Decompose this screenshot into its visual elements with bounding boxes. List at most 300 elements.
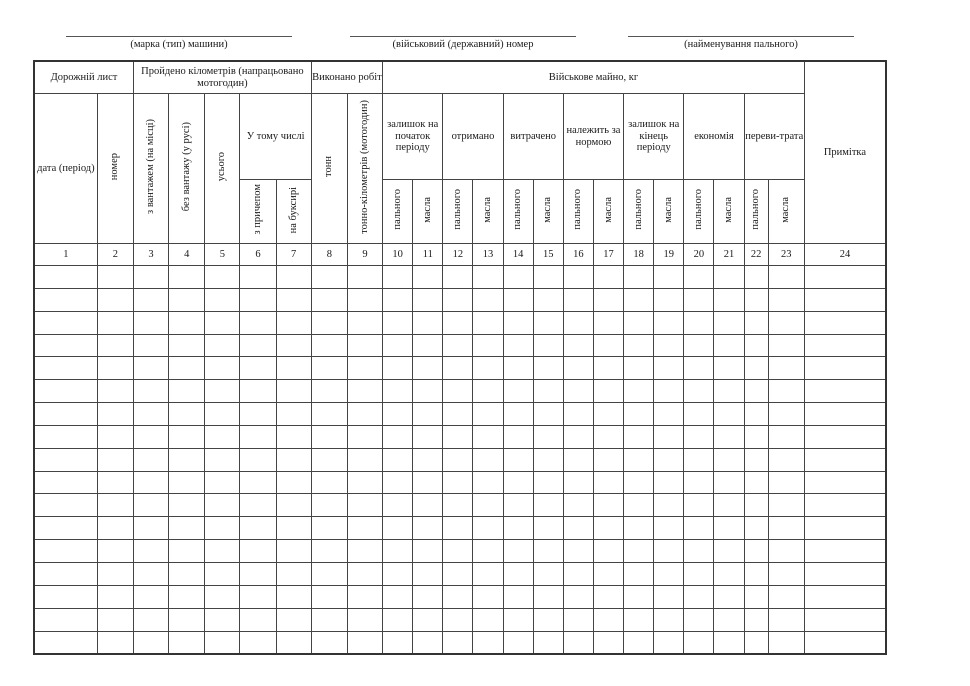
table-cell[interactable]	[768, 608, 804, 631]
table-cell[interactable]	[383, 585, 413, 608]
table-cell[interactable]	[413, 494, 443, 517]
table-cell[interactable]	[804, 448, 886, 471]
table-cell[interactable]	[169, 471, 205, 494]
table-cell[interactable]	[240, 357, 276, 380]
table-cell[interactable]	[276, 631, 311, 654]
table-cell[interactable]	[473, 266, 503, 289]
table-cell[interactable]	[768, 266, 804, 289]
table-cell[interactable]	[768, 517, 804, 540]
table-cell[interactable]	[347, 494, 382, 517]
table-cell[interactable]	[624, 357, 654, 380]
table-cell[interactable]	[347, 288, 382, 311]
table-cell[interactable]	[383, 266, 413, 289]
table-cell[interactable]	[205, 517, 240, 540]
table-cell[interactable]	[804, 608, 886, 631]
table-cell[interactable]	[311, 403, 347, 426]
table-cell[interactable]	[133, 494, 168, 517]
table-cell[interactable]	[768, 403, 804, 426]
table-cell[interactable]	[744, 380, 768, 403]
table-cell[interactable]	[205, 585, 240, 608]
table-cell[interactable]	[714, 631, 744, 654]
table-cell[interactable]	[503, 608, 533, 631]
table-cell[interactable]	[714, 585, 744, 608]
table-cell[interactable]	[34, 311, 97, 334]
table-cell[interactable]	[563, 266, 593, 289]
table-cell[interactable]	[240, 425, 276, 448]
table-cell[interactable]	[744, 448, 768, 471]
table-cell[interactable]	[563, 494, 593, 517]
table-cell[interactable]	[413, 311, 443, 334]
table-cell[interactable]	[563, 448, 593, 471]
table-cell[interactable]	[97, 471, 133, 494]
table-cell[interactable]	[593, 631, 623, 654]
table-cell[interactable]	[714, 403, 744, 426]
table-cell[interactable]	[744, 403, 768, 426]
table-cell[interactable]	[593, 403, 623, 426]
table-cell[interactable]	[533, 311, 563, 334]
table-cell[interactable]	[563, 540, 593, 563]
table-cell[interactable]	[714, 357, 744, 380]
table-cell[interactable]	[804, 403, 886, 426]
table-cell[interactable]	[240, 448, 276, 471]
table-cell[interactable]	[473, 425, 503, 448]
table-cell[interactable]	[563, 357, 593, 380]
table-cell[interactable]	[34, 448, 97, 471]
table-cell[interactable]	[205, 266, 240, 289]
table-cell[interactable]	[624, 517, 654, 540]
table-cell[interactable]	[383, 471, 413, 494]
table-cell[interactable]	[205, 311, 240, 334]
table-cell[interactable]	[347, 562, 382, 585]
table-cell[interactable]	[593, 334, 623, 357]
table-cell[interactable]	[347, 311, 382, 334]
table-cell[interactable]	[133, 357, 168, 380]
table-cell[interactable]	[383, 631, 413, 654]
table-cell[interactable]	[240, 494, 276, 517]
table-cell[interactable]	[276, 311, 311, 334]
table-cell[interactable]	[311, 334, 347, 357]
table-cell[interactable]	[654, 585, 684, 608]
table-cell[interactable]	[768, 494, 804, 517]
table-cell[interactable]	[34, 471, 97, 494]
table-cell[interactable]	[624, 562, 654, 585]
table-cell[interactable]	[347, 608, 382, 631]
table-cell[interactable]	[276, 380, 311, 403]
table-cell[interactable]	[654, 517, 684, 540]
table-cell[interactable]	[624, 540, 654, 563]
table-cell[interactable]	[443, 517, 473, 540]
table-cell[interactable]	[624, 448, 654, 471]
table-cell[interactable]	[205, 608, 240, 631]
table-cell[interactable]	[768, 334, 804, 357]
table-cell[interactable]	[169, 608, 205, 631]
table-cell[interactable]	[503, 334, 533, 357]
table-cell[interactable]	[593, 357, 623, 380]
table-cell[interactable]	[684, 494, 714, 517]
table-cell[interactable]	[654, 425, 684, 448]
table-cell[interactable]	[473, 380, 503, 403]
table-cell[interactable]	[563, 425, 593, 448]
table-cell[interactable]	[205, 425, 240, 448]
table-cell[interactable]	[684, 448, 714, 471]
table-cell[interactable]	[133, 608, 168, 631]
table-cell[interactable]	[654, 288, 684, 311]
table-cell[interactable]	[383, 357, 413, 380]
table-cell[interactable]	[768, 357, 804, 380]
table-cell[interactable]	[133, 517, 168, 540]
table-cell[interactable]	[563, 288, 593, 311]
table-cell[interactable]	[744, 357, 768, 380]
table-cell[interactable]	[684, 380, 714, 403]
table-cell[interactable]	[443, 266, 473, 289]
table-cell[interactable]	[714, 380, 744, 403]
table-cell[interactable]	[593, 517, 623, 540]
table-cell[interactable]	[205, 631, 240, 654]
table-cell[interactable]	[624, 403, 654, 426]
table-cell[interactable]	[714, 425, 744, 448]
table-cell[interactable]	[593, 311, 623, 334]
table-cell[interactable]	[473, 448, 503, 471]
table-cell[interactable]	[133, 311, 168, 334]
table-cell[interactable]	[133, 448, 168, 471]
table-cell[interactable]	[205, 562, 240, 585]
table-cell[interactable]	[533, 403, 563, 426]
table-cell[interactable]	[503, 517, 533, 540]
table-cell[interactable]	[311, 517, 347, 540]
table-cell[interactable]	[383, 403, 413, 426]
table-cell[interactable]	[97, 540, 133, 563]
table-cell[interactable]	[34, 631, 97, 654]
table-cell[interactable]	[714, 266, 744, 289]
table-cell[interactable]	[169, 357, 205, 380]
table-cell[interactable]	[684, 425, 714, 448]
table-cell[interactable]	[654, 266, 684, 289]
table-cell[interactable]	[443, 403, 473, 426]
table-cell[interactable]	[133, 334, 168, 357]
table-cell[interactable]	[714, 334, 744, 357]
table-cell[interactable]	[804, 494, 886, 517]
table-cell[interactable]	[768, 471, 804, 494]
table-cell[interactable]	[205, 380, 240, 403]
table-cell[interactable]	[240, 334, 276, 357]
table-cell[interactable]	[593, 425, 623, 448]
table-cell[interactable]	[97, 266, 133, 289]
table-cell[interactable]	[684, 334, 714, 357]
table-cell[interactable]	[593, 494, 623, 517]
table-cell[interactable]	[34, 540, 97, 563]
table-cell[interactable]	[624, 334, 654, 357]
table-cell[interactable]	[684, 585, 714, 608]
table-cell[interactable]	[347, 403, 382, 426]
table-cell[interactable]	[684, 357, 714, 380]
table-cell[interactable]	[533, 334, 563, 357]
table-cell[interactable]	[714, 311, 744, 334]
table-cell[interactable]	[347, 448, 382, 471]
table-cell[interactable]	[383, 448, 413, 471]
table-cell[interactable]	[133, 380, 168, 403]
table-cell[interactable]	[383, 334, 413, 357]
table-cell[interactable]	[97, 288, 133, 311]
table-cell[interactable]	[714, 608, 744, 631]
table-cell[interactable]	[413, 517, 443, 540]
table-cell[interactable]	[744, 311, 768, 334]
table-cell[interactable]	[533, 425, 563, 448]
table-cell[interactable]	[593, 562, 623, 585]
table-cell[interactable]	[34, 425, 97, 448]
table-cell[interactable]	[684, 471, 714, 494]
table-cell[interactable]	[413, 380, 443, 403]
table-cell[interactable]	[34, 334, 97, 357]
table-cell[interactable]	[533, 471, 563, 494]
table-cell[interactable]	[768, 562, 804, 585]
table-cell[interactable]	[684, 403, 714, 426]
table-cell[interactable]	[347, 266, 382, 289]
table-cell[interactable]	[744, 266, 768, 289]
table-cell[interactable]	[347, 585, 382, 608]
table-cell[interactable]	[240, 562, 276, 585]
table-cell[interactable]	[503, 425, 533, 448]
table-cell[interactable]	[34, 517, 97, 540]
table-cell[interactable]	[563, 608, 593, 631]
table-cell[interactable]	[624, 311, 654, 334]
table-cell[interactable]	[684, 311, 714, 334]
table-cell[interactable]	[276, 562, 311, 585]
table-cell[interactable]	[34, 266, 97, 289]
table-cell[interactable]	[593, 380, 623, 403]
table-cell[interactable]	[714, 288, 744, 311]
table-cell[interactable]	[443, 311, 473, 334]
table-cell[interactable]	[443, 357, 473, 380]
table-cell[interactable]	[684, 631, 714, 654]
table-cell[interactable]	[413, 562, 443, 585]
table-cell[interactable]	[133, 540, 168, 563]
table-cell[interactable]	[383, 380, 413, 403]
table-cell[interactable]	[744, 517, 768, 540]
table-cell[interactable]	[503, 540, 533, 563]
table-cell[interactable]	[276, 540, 311, 563]
table-cell[interactable]	[533, 494, 563, 517]
table-cell[interactable]	[413, 403, 443, 426]
table-cell[interactable]	[133, 631, 168, 654]
table-cell[interactable]	[654, 311, 684, 334]
table-cell[interactable]	[533, 357, 563, 380]
table-cell[interactable]	[503, 631, 533, 654]
table-cell[interactable]	[473, 494, 503, 517]
table-cell[interactable]	[744, 562, 768, 585]
table-cell[interactable]	[473, 403, 503, 426]
table-cell[interactable]	[169, 403, 205, 426]
table-cell[interactable]	[503, 585, 533, 608]
table-cell[interactable]	[533, 562, 563, 585]
table-cell[interactable]	[97, 562, 133, 585]
table-cell[interactable]	[533, 517, 563, 540]
table-cell[interactable]	[804, 425, 886, 448]
table-cell[interactable]	[654, 562, 684, 585]
table-cell[interactable]	[443, 471, 473, 494]
table-cell[interactable]	[744, 471, 768, 494]
table-cell[interactable]	[563, 334, 593, 357]
table-cell[interactable]	[443, 288, 473, 311]
table-cell[interactable]	[240, 266, 276, 289]
table-cell[interactable]	[654, 357, 684, 380]
table-cell[interactable]	[311, 266, 347, 289]
table-cell[interactable]	[276, 517, 311, 540]
table-cell[interactable]	[684, 266, 714, 289]
table-cell[interactable]	[413, 540, 443, 563]
table-cell[interactable]	[240, 380, 276, 403]
table-cell[interactable]	[624, 494, 654, 517]
table-cell[interactable]	[804, 357, 886, 380]
table-cell[interactable]	[654, 334, 684, 357]
table-cell[interactable]	[169, 631, 205, 654]
table-cell[interactable]	[503, 311, 533, 334]
table-cell[interactable]	[34, 608, 97, 631]
table-cell[interactable]	[503, 403, 533, 426]
table-cell[interactable]	[311, 471, 347, 494]
table-cell[interactable]	[443, 540, 473, 563]
table-cell[interactable]	[97, 494, 133, 517]
table-cell[interactable]	[169, 585, 205, 608]
table-cell[interactable]	[503, 471, 533, 494]
table-cell[interactable]	[744, 425, 768, 448]
table-cell[interactable]	[443, 631, 473, 654]
table-cell[interactable]	[240, 311, 276, 334]
table-cell[interactable]	[133, 471, 168, 494]
table-cell[interactable]	[768, 288, 804, 311]
table-cell[interactable]	[768, 448, 804, 471]
table-cell[interactable]	[169, 425, 205, 448]
table-cell[interactable]	[744, 288, 768, 311]
table-cell[interactable]	[276, 608, 311, 631]
table-cell[interactable]	[276, 585, 311, 608]
table-cell[interactable]	[473, 288, 503, 311]
table-cell[interactable]	[240, 631, 276, 654]
table-cell[interactable]	[169, 380, 205, 403]
table-cell[interactable]	[503, 266, 533, 289]
table-cell[interactable]	[97, 311, 133, 334]
table-cell[interactable]	[34, 288, 97, 311]
table-cell[interactable]	[383, 540, 413, 563]
table-cell[interactable]	[804, 585, 886, 608]
table-cell[interactable]	[624, 380, 654, 403]
table-cell[interactable]	[768, 631, 804, 654]
table-cell[interactable]	[311, 448, 347, 471]
table-cell[interactable]	[347, 471, 382, 494]
table-cell[interactable]	[804, 562, 886, 585]
table-cell[interactable]	[443, 334, 473, 357]
table-cell[interactable]	[311, 380, 347, 403]
table-cell[interactable]	[654, 540, 684, 563]
table-cell[interactable]	[205, 288, 240, 311]
table-cell[interactable]	[97, 425, 133, 448]
table-cell[interactable]	[684, 562, 714, 585]
table-cell[interactable]	[383, 311, 413, 334]
table-cell[interactable]	[347, 631, 382, 654]
table-cell[interactable]	[413, 266, 443, 289]
table-cell[interactable]	[34, 562, 97, 585]
table-cell[interactable]	[714, 494, 744, 517]
table-cell[interactable]	[311, 425, 347, 448]
table-cell[interactable]	[684, 608, 714, 631]
table-cell[interactable]	[169, 540, 205, 563]
table-cell[interactable]	[624, 288, 654, 311]
table-cell[interactable]	[563, 403, 593, 426]
table-cell[interactable]	[473, 334, 503, 357]
table-cell[interactable]	[240, 585, 276, 608]
table-cell[interactable]	[443, 448, 473, 471]
table-cell[interactable]	[503, 288, 533, 311]
table-cell[interactable]	[533, 540, 563, 563]
table-cell[interactable]	[473, 471, 503, 494]
table-cell[interactable]	[276, 448, 311, 471]
table-cell[interactable]	[768, 425, 804, 448]
table-cell[interactable]	[533, 448, 563, 471]
table-cell[interactable]	[205, 471, 240, 494]
table-cell[interactable]	[240, 517, 276, 540]
table-cell[interactable]	[804, 266, 886, 289]
table-cell[interactable]	[443, 380, 473, 403]
table-cell[interactable]	[503, 494, 533, 517]
table-cell[interactable]	[311, 288, 347, 311]
table-cell[interactable]	[804, 471, 886, 494]
table-cell[interactable]	[533, 266, 563, 289]
table-cell[interactable]	[383, 494, 413, 517]
table-cell[interactable]	[744, 585, 768, 608]
table-cell[interactable]	[133, 288, 168, 311]
table-cell[interactable]	[804, 334, 886, 357]
table-cell[interactable]	[97, 448, 133, 471]
table-cell[interactable]	[593, 471, 623, 494]
table-cell[interactable]	[383, 517, 413, 540]
table-cell[interactable]	[413, 357, 443, 380]
table-cell[interactable]	[624, 631, 654, 654]
table-cell[interactable]	[473, 540, 503, 563]
table-cell[interactable]	[347, 425, 382, 448]
table-cell[interactable]	[276, 471, 311, 494]
table-cell[interactable]	[593, 288, 623, 311]
table-cell[interactable]	[804, 631, 886, 654]
table-cell[interactable]	[503, 380, 533, 403]
table-cell[interactable]	[804, 540, 886, 563]
table-cell[interactable]	[383, 608, 413, 631]
table-cell[interactable]	[413, 448, 443, 471]
table-cell[interactable]	[34, 403, 97, 426]
table-cell[interactable]	[624, 471, 654, 494]
table-cell[interactable]	[654, 448, 684, 471]
table-cell[interactable]	[240, 471, 276, 494]
table-cell[interactable]	[97, 608, 133, 631]
table-cell[interactable]	[654, 471, 684, 494]
table-cell[interactable]	[768, 380, 804, 403]
table-cell[interactable]	[34, 357, 97, 380]
table-cell[interactable]	[533, 288, 563, 311]
table-cell[interactable]	[97, 403, 133, 426]
table-cell[interactable]	[169, 494, 205, 517]
table-cell[interactable]	[240, 288, 276, 311]
table-cell[interactable]	[768, 311, 804, 334]
table-cell[interactable]	[533, 585, 563, 608]
table-cell[interactable]	[563, 585, 593, 608]
table-cell[interactable]	[533, 631, 563, 654]
table-cell[interactable]	[593, 540, 623, 563]
table-cell[interactable]	[34, 494, 97, 517]
table-cell[interactable]	[503, 448, 533, 471]
table-cell[interactable]	[413, 608, 443, 631]
table-cell[interactable]	[97, 585, 133, 608]
table-cell[interactable]	[97, 357, 133, 380]
table-cell[interactable]	[311, 631, 347, 654]
table-cell[interactable]	[205, 357, 240, 380]
